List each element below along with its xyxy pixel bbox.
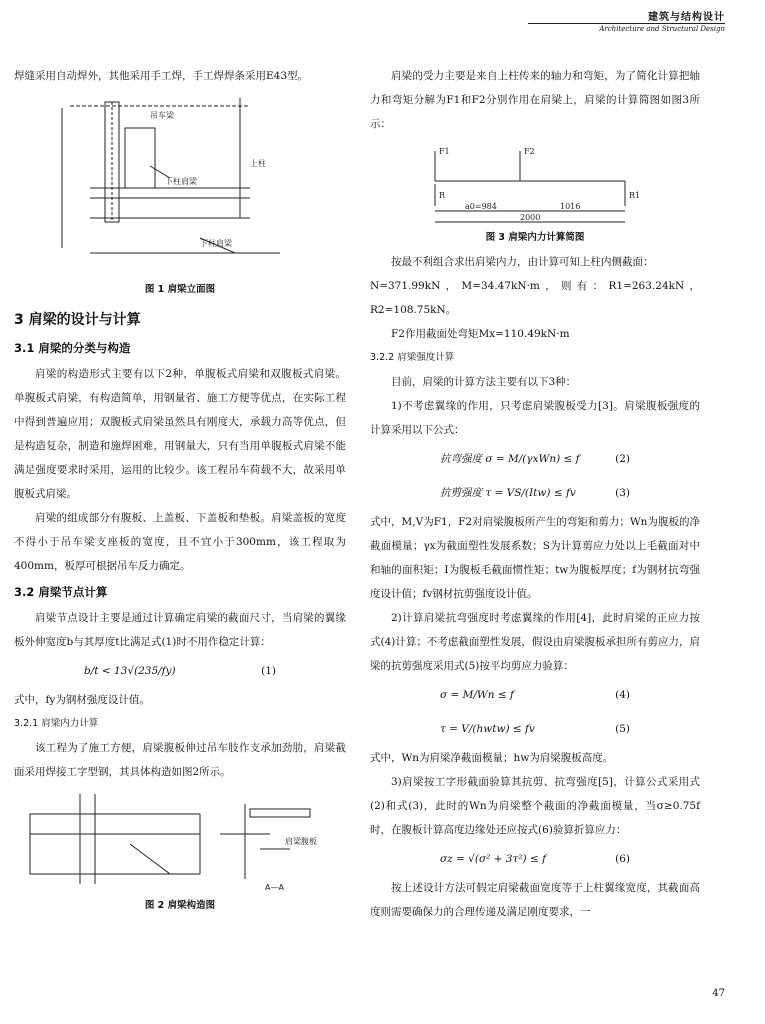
paragraph: 肩梁的构造形式主要有以下2种，单腹板式肩梁和双腹板式肩梁。单腹板式肩梁，有构造简单，用钢量省、施工方便等优点，在实际工程中得到普遍应用；双腹板式肩梁虽然具有刚度大，承载力高等优点，但是构造复杂，制造和施焊困难，用钢量大，只有当用单腹板式肩梁不能满足强度要求时采用，运用的比较少。该工程吊车荷载不大，故采用单腹板式肩梁。: [14, 368, 346, 500]
journal-title: 建筑与结构设计: [528, 8, 725, 24]
fig3-label-f2: F2: [524, 147, 535, 156]
paragraph: 2)计算肩梁抗弯强度时考虑翼缘的作用[4]，此时肩梁的正应力按式(4)计算；不考虑截面塑性发展，假设由肩梁腹板承担所有剪应力，肩梁的抗剪强度采用式(5)按平均剪应力验算：: [370, 612, 700, 672]
fig3-label-1016: 1016: [560, 202, 581, 211]
section-3-heading: 3 肩梁的设计与计算: [14, 312, 141, 328]
fig3-label-r: R: [439, 191, 446, 200]
page-number: 47: [712, 988, 725, 999]
paragraph: F2作用截面处弯矩Mx=110.49kN·m: [391, 328, 570, 340]
left-column: [14, 64, 346, 918]
equation-note: 式中，fy为钢材强度设计值。: [14, 694, 150, 706]
paragraph: 按上述设计方法可假定肩梁截面宽度等于上柱翼缘宽度，其截面高度则需要确保力的合理传递及满足刚度要求，一: [370, 882, 700, 918]
fig1-label-lower-shoulder: 下柱肩梁: [200, 239, 232, 248]
equation-3: 抗剪强度 τ = VS/(Itw) ≤ fv (3): [440, 487, 630, 499]
paragraph: 肩梁的受力主要是来自上柱传来的轴力和弯矩，为了简化计算把轴力和弯矩分解为F1和F2分别作用在肩梁上，肩梁的计算简图如图3所示：: [370, 70, 700, 130]
journal-header: [528, 8, 725, 33]
paragraph: 1)不考虑翼缘的作用，只考虑肩梁腹板受力[3]。肩梁腹板强度的计算采用以下公式：: [370, 400, 700, 436]
paragraph: 目前，肩梁的计算方法主要有以下3种：: [391, 376, 577, 388]
figure-2: [20, 784, 340, 894]
fig3-label-2000: 2000: [520, 213, 541, 222]
paragraph: 3)肩梁按工字形截面验算其抗剪、抗弯强度[5]，计算公式采用式(2)和式(3)，此时的Wn为肩梁整个截面的净截面模量，当σ≥0.75f时，在腹板计算高度边缘处还应按式(6)验算折算应力：: [370, 776, 700, 836]
paragraph: 按最不利组合求出肩梁内力，由计算可知上柱内侧截面：: [391, 256, 654, 268]
figure-3: [425, 136, 645, 226]
paragraph: 式中，M,V为F1，F2对肩梁腹板所产生的弯矩和剪力；Wn为腹板的净截面模量；γx为截面塑性发展系数；S为计算剪应力处以上毛截面对中和轴的面积矩；I为腹板毛截面惯性矩；tw为腹板厚度；f为钢材抗弯强度设计值；fv钢材抗剪强度设计值。: [370, 516, 700, 600]
paragraph: 式中，Wn为肩梁净截面模量；hw为肩梁腹板高度。: [370, 752, 614, 764]
fig3-label-f1: F1: [439, 147, 450, 156]
figure-2-caption: 图 2 肩梁构造图: [144, 900, 216, 911]
paragraph: 肩梁的组成部分有腹板、上盖板、下盖板和垫板。肩梁盖板的宽度不得小于吊车梁支座板的宽度，且不宜小于300mm，该工程取为400mm，板厚可根据吊车反力确定。: [14, 512, 346, 572]
intro-text: 焊缝采用自动焊外，其他采用手工焊，手工焊焊条采用E43型。: [14, 70, 309, 82]
paragraph: N=371.99kN，M=34.47kN·m，则有：R1=263.24kN，R2=108.75kN。: [370, 280, 700, 316]
fig2-label-section: A—A: [265, 883, 284, 892]
equation-6: σz = √(σ² + 3τ²) ≤ f (6): [440, 853, 630, 865]
fig2-label-web: 肩梁腹板: [285, 837, 317, 846]
section-3-2-1-heading: 3.2.1 肩梁内力计算: [14, 718, 99, 729]
fig3-label-a0: a0=984: [465, 202, 497, 211]
equation-4: σ = M/Wn ≤ f (4): [440, 689, 630, 701]
right-column: [370, 64, 700, 924]
paragraph: 肩梁节点设计主要是通过计算确定肩梁的截面尺寸，当肩梁的翼缘板外伸宽度b与其厚度t比满足式(1)时不用作稳定计算：: [14, 612, 346, 648]
equation-2: 抗弯强度 σ = M/(γxWn) ≤ f (2): [440, 453, 630, 465]
fig1-label-upper-column: 上柱: [250, 159, 266, 168]
figure-1: [50, 88, 310, 278]
section-3-1-heading: 3.1 肩梁的分类与构造: [14, 341, 131, 355]
paragraph: 该工程为了施工方便，肩梁腹板伸过吊车肢作支承加劲肋，肩梁截面采用焊接工字型钢，其具体构造如图2所示。: [14, 742, 346, 778]
figure-1-caption: 图 1 肩梁立面图: [144, 284, 216, 295]
section-3-2-2-heading: 3.2.2 肩梁强度计算: [370, 352, 455, 363]
fig3-label-r1: R1: [629, 191, 641, 200]
journal-subtitle: Architecture and Structural Design: [599, 25, 725, 33]
equation-1: b/t < 13√(235/fy) (1): [84, 665, 276, 677]
figure-3-caption: 图 3 肩梁内力计算简图: [485, 232, 585, 243]
section-3-2-heading: 3.2 肩梁节点计算: [14, 585, 108, 599]
equation-5: τ = V/(hwtw) ≤ fv (5): [440, 723, 630, 735]
fig1-label-shoulder-beam: 下柱肩梁: [165, 177, 197, 186]
fig1-label-crane-beam: 吊车梁: [150, 111, 174, 120]
